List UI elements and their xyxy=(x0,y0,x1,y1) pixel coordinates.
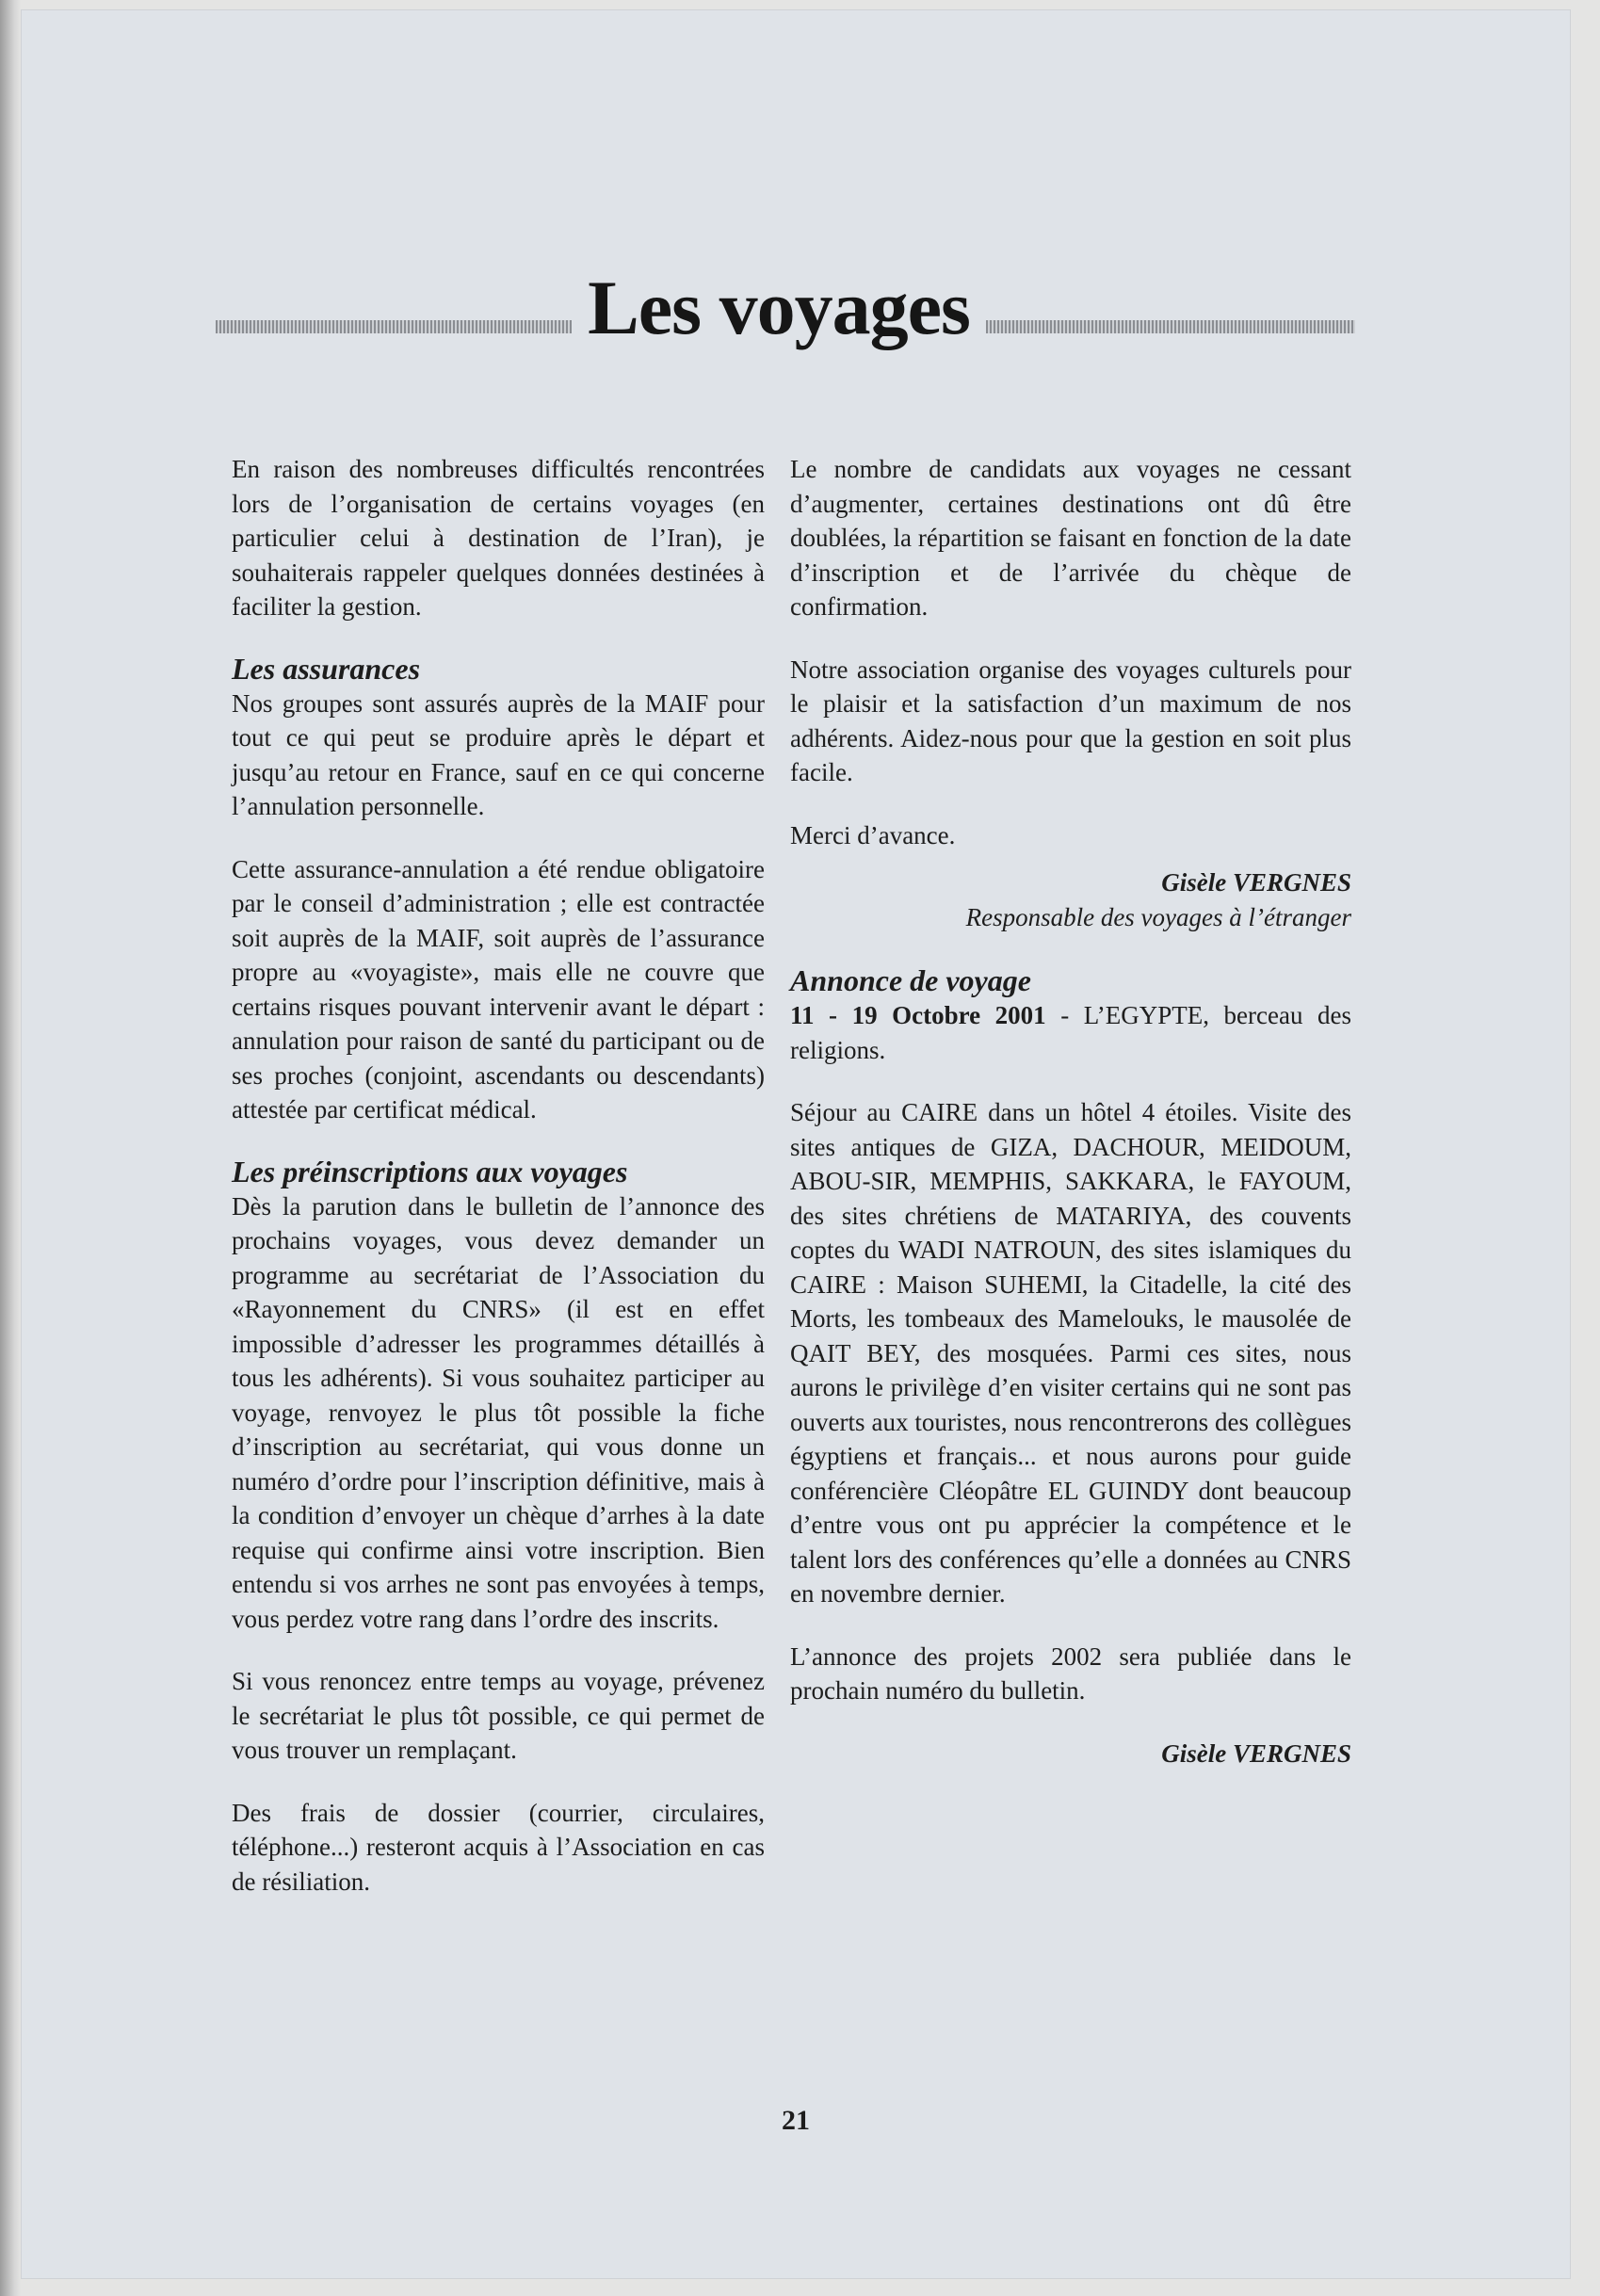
intro-paragraph: En raison des nombreuses difficultés rencontrées lors de l’organisation de certains voyages (en particulier celui à destination de l’Iran), je souhaiterais rappeler quelques données destinées à faciliter la gestion. xyxy=(232,455,765,621)
section-heading-annonce: Annonce de voyage xyxy=(790,963,1031,997)
annonce-dates-line xyxy=(790,998,1351,1067)
candidats-paragraph: Le nombre de candidats aux voyages ne cessant d’augmenter, certaines destinations ont dû être doublées, la répartition se faisant en fonction de la date d’inscription et de l’arrivée du chèque de confirmation. xyxy=(790,455,1351,621)
title-rule-right xyxy=(986,320,1355,333)
preinscriptions-paragraph-3: Des frais de dossier (courrier, circulaires, téléphone...) resteront acquis à l’Association en cas de résiliation. xyxy=(232,1798,765,1896)
thanks-paragraph: Merci d’avance. xyxy=(790,820,956,849)
annonce-dates: 11 - 19 Octobre 2001 xyxy=(790,1001,1046,1029)
section-heading-assurances: Les assurances xyxy=(232,651,421,686)
signature-name: Gisèle VERGNES xyxy=(1161,868,1351,897)
page-number: 21 xyxy=(782,2105,810,2136)
binding-edge xyxy=(0,0,21,2296)
right-column xyxy=(790,452,1351,1771)
title-rule-left xyxy=(216,320,572,333)
association-paragraph: Notre association organise des voyages culturels pour le plaisir et la satisfaction d’un maximum de nos adhérents. Aidez-nous pour que la gestion en soit plus facile. xyxy=(790,655,1351,786)
left-column xyxy=(232,452,765,1899)
title-block xyxy=(216,266,1355,350)
section-heading-preinscriptions: Les préinscriptions aux voyages xyxy=(232,1154,628,1188)
annonce-paragraph-1: Séjour au CAIRE dans un hôtel 4 étoiles. Visite des sites antiques de GIZA, DACHOUR, MEIDOUM, ABOU-SIR, MEMPHIS, SAKKARA, le FAYOUM, des sites chrétiens de MATARIYA, des couvents coptes du WADI NATROUN, des sites islamiques du CAIRE : Maison SUHEMI, la Citadelle, la cité des Morts, les tombeaux des Mamelouks, le mausolée de QAIT BEY, des mosquées. Parmi ces sites, nous aurons le privilège d’en visiter certains qui ne sont pas ouverts aux touristes, nous rencontrerons des collègues égyptiens et français... et nous aurons pour guide conférencière Cléopâtre EL GUINDY dont beaucoup d’entre vous ont pu apprécier la compétence et le talent lors des conférences qu’elle a données au CNRS en novembre dernier. xyxy=(790,1098,1351,1608)
page-title: Les voyages xyxy=(588,265,970,350)
preinscriptions-paragraph-2: Si vous renoncez entre temps au voyage, prévenez le secrétariat le plus tôt possible, ce qui permet de vous trouver un remplaçant. xyxy=(232,1667,765,1764)
assurances-paragraph-1: Nos groupes sont assurés auprès de la MAIF pour tout ce qui peut se produire après le départ et jusqu’au retour en France, sauf en ce qui concerne l’annulation personnelle. xyxy=(232,688,765,820)
signature-role: Responsable des voyages à l’étranger xyxy=(965,902,1351,931)
annonce-destination: - L’EGYPTE, berceau des religions. xyxy=(790,1001,1351,1064)
signature-name-2: Gisèle VERGNES xyxy=(1161,1738,1351,1768)
document-page xyxy=(21,9,1571,2279)
annonce-paragraph-2: L’annonce des projets 2002 sera publiée dans le prochain numéro du bulletin. xyxy=(790,1641,1351,1705)
assurances-paragraph-2: Cette assurance-annulation a été rendue obligatoire par le conseil d’administration ; elle est contractée soit auprès de la MAIF, soit auprès de l’assurance propre au «voyagiste», mais elle ne couvre que certains risques pouvant intervenir avant le départ : annulation pour raison de santé du participant ou de ses proches (conjoint, ascendants ou descendants) attestée par certificat médical. xyxy=(232,854,765,1124)
preinscriptions-paragraph-1: Dès la parution dans le bulletin de l’annonce des prochains voyages, vous devez demander un programme au secrétariat de l’Association du «Rayonnement du CNRS» (il est en effet impossible d’adresser les programmes détaillés à tous les adhérents). Si vous souhaitez participer au voyage, renvoyez le plus tôt possible la fiche d’inscription au secrétariat, qui vous donne un numéro d’ordre pour l’inscription définitive, mais à la condition d’envoyer un chèque d’arrhes à la date requise qui confirme ainsi votre inscription. Bien entendu si vos arrhes ne sont pas envoyées à temps, vous perdez votre rang dans l’ordre des inscrits. xyxy=(232,1191,765,1633)
